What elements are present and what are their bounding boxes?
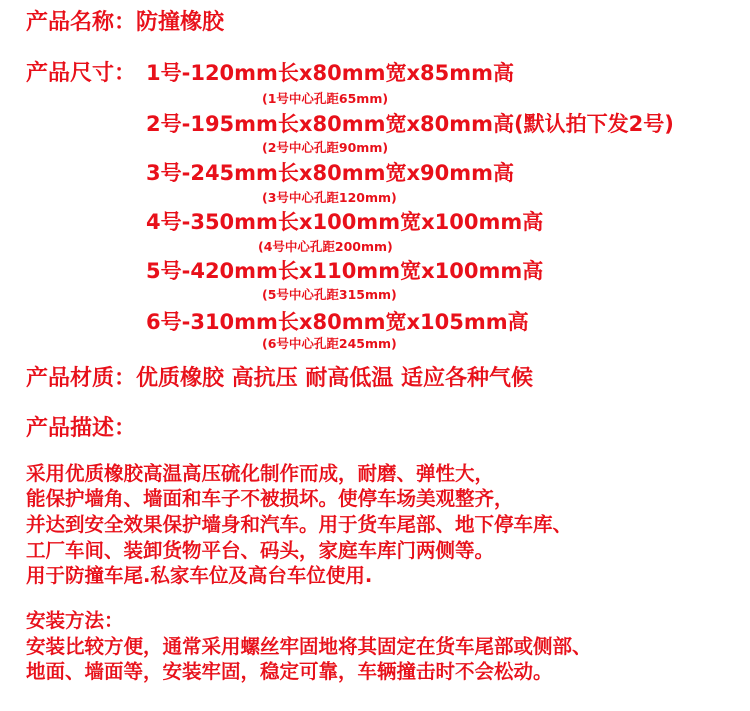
description-line-1: 采用优质橡胶高温高压硫化制作而成，耐磨、弹性大， (26, 462, 495, 485)
description-line-3: 并达到安全效果保护墙身和汽车。用于货车尾部、地下停车库、 (26, 513, 573, 536)
installation-label: 安装方法： (26, 609, 124, 632)
size-item-5: 5号-420mm长x110mm宽x100mm高 (146, 259, 544, 283)
product-size-label: 产品尺寸： (26, 61, 137, 86)
product-name-label: 产品名称： (26, 10, 137, 35)
description-line-2: 能保护墙角、墙面和车子不被损坏。使停车场美观整齐， (26, 487, 514, 510)
hole-distance-2: (2号中心孔距90mm) (262, 140, 389, 155)
size-item-2: 2号-195mm长x80mm宽x80mm高(默认拍下发2号) (146, 112, 674, 136)
installation-line-1: 安装比较方便，通常采用螺丝牢固地将其固定在货车尾部或侧部、 (26, 635, 592, 658)
hole-distance-3: (3号中心孔距120mm) (262, 190, 397, 205)
description-line-4: 工厂车间、装卸货物平台、码头，家庭车库门两侧等。 (26, 539, 495, 562)
installation-line-2: 地面、墙面等，安装牢固，稳定可靠，车辆撞击时不会松动。 (26, 660, 553, 683)
product-material-value: 优质橡胶 高抗压 耐高低温 适应各种气候 (136, 366, 533, 391)
size-item-6: 6号-310mm长x80mm宽x105mm高 (146, 310, 529, 334)
product-name-value: 防撞橡胶 (136, 10, 225, 35)
description-line-5: 用于防撞车尾.私家车位及高台车位使用. (26, 564, 373, 587)
hole-distance-6: (6号中心孔距245mm) (262, 336, 397, 351)
hole-distance-5: (5号中心孔距315mm) (262, 287, 397, 302)
product-material-row (26, 368, 533, 390)
hole-distance-1: (1号中心孔距65mm) (262, 91, 389, 106)
size-item-4: 4号-350mm长x100mm宽x100mm高 (146, 210, 544, 234)
size-item-3: 3号-245mm长x80mm宽x90mm高 (146, 161, 514, 185)
size-item-1: 1号-120mm长x80mm宽x85mm高 (146, 61, 514, 85)
hole-distance-4: (4号中心孔距200mm) (258, 239, 393, 254)
product-description-label: 产品描述： (26, 416, 137, 441)
product-material-label: 产品材质： (26, 366, 137, 391)
product-name-row (26, 12, 224, 34)
